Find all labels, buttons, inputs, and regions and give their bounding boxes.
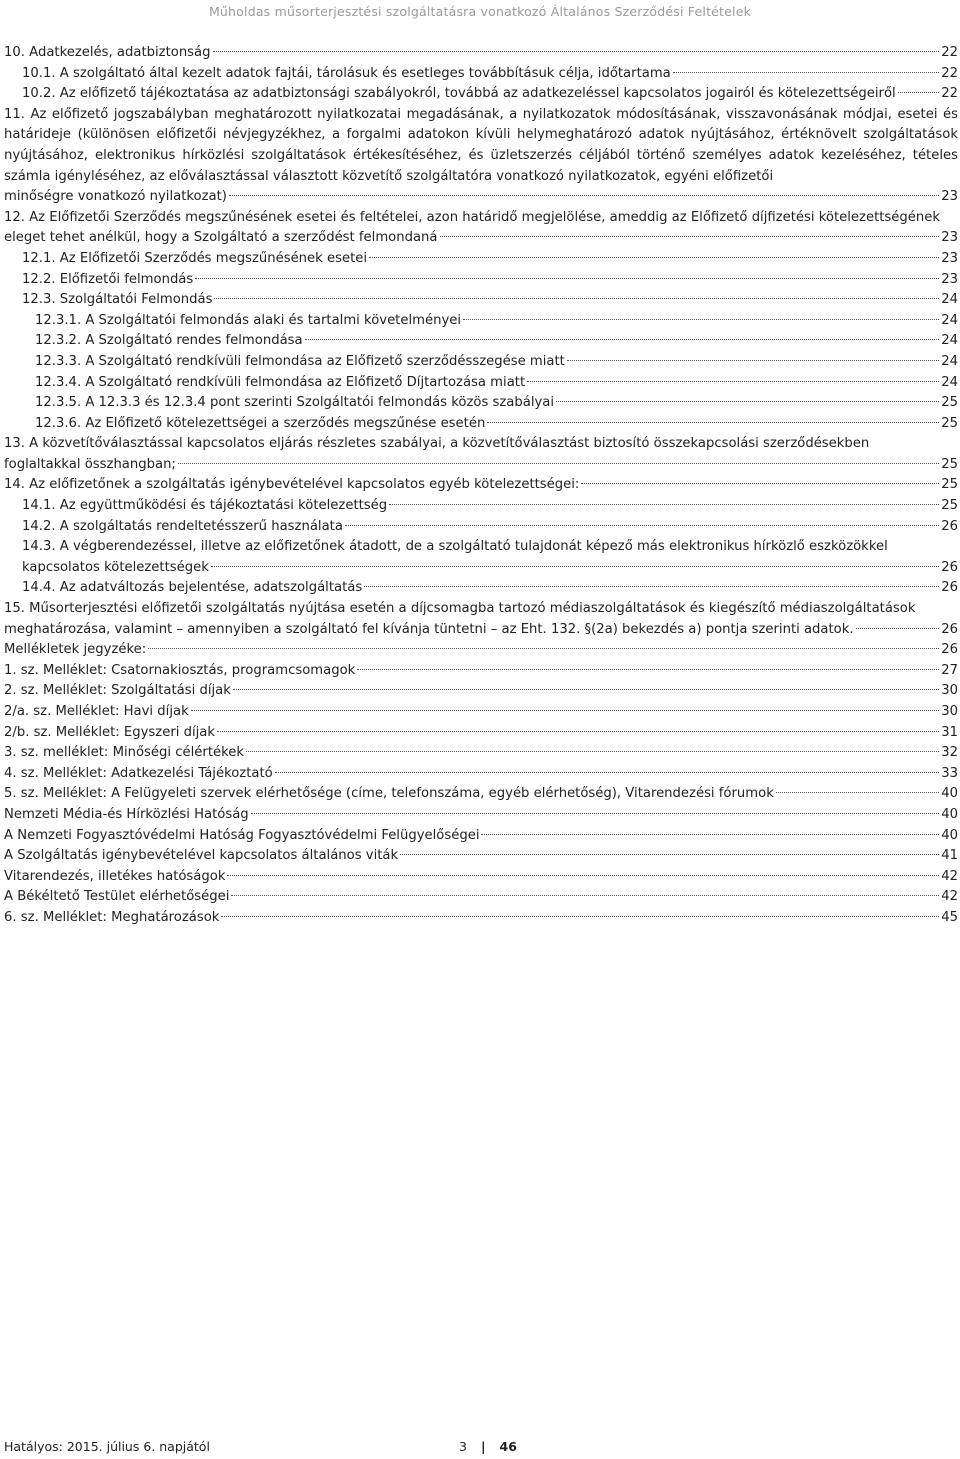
dot-leader bbox=[148, 648, 939, 649]
toc-entry-text: A Szolgáltatás igénybevételével kapcsolatos általános viták bbox=[4, 848, 399, 864]
dot-leader bbox=[217, 731, 939, 732]
toc-entry[interactable] bbox=[4, 743, 958, 764]
toc-page-number: 45 bbox=[941, 909, 958, 925]
toc-entry-text: 12.3. Szolgáltatói Felmondás bbox=[22, 292, 213, 308]
dot-leader bbox=[221, 916, 939, 917]
toc-entry[interactable] bbox=[4, 414, 958, 435]
toc-page-number: 26 bbox=[941, 559, 958, 575]
dot-leader bbox=[389, 504, 939, 505]
toc-page-number: 26 bbox=[941, 518, 958, 534]
dot-leader bbox=[231, 895, 939, 896]
toc-entry-tail bbox=[4, 228, 958, 249]
toc-entry-text: 10.1. A szolgáltató által kezelt adatok fajtái, tárolásuk és esetleges továbbításuk célja, időtartama bbox=[22, 65, 671, 81]
toc-entry-text-end: minőségre vonatkozó nyilatkozat) bbox=[4, 189, 227, 205]
dot-leader bbox=[275, 772, 940, 773]
toc-entry-text: 12. Az Előfizetői Szerződés megszűnésének esetei és feltételei, azon határidő megjelölése, ameddig az Előfizető díjfizetési kötelezettségének bbox=[4, 209, 940, 225]
toc-page-number: 23 bbox=[941, 250, 958, 266]
toc-entry-text: 10.2. Az előfizető tájékoztatása az adatbiztonsági szabályokról, továbbá az adatkezeléssel kapcsolatos jogairól és kötelezettségeiről bbox=[22, 86, 896, 102]
dot-leader bbox=[776, 792, 939, 793]
page-header: Műholdas műsorterjesztési szolgáltatásra vonatkozó Általános Szerződési Feltételek bbox=[208, 4, 752, 19]
toc-entry-text: 14.2. A szolgáltatás rendeltetésszerű használata bbox=[22, 518, 343, 534]
toc-entry[interactable] bbox=[4, 331, 958, 352]
toc-entry-text: 4. sz. Melléklet: Adatkezelési Tájékoztató bbox=[4, 765, 273, 781]
dot-leader bbox=[581, 483, 939, 484]
toc-entry-text: A Békéltető Testület elérhetőségei bbox=[4, 889, 230, 905]
toc-entry[interactable] bbox=[4, 352, 958, 373]
toc-entry[interactable] bbox=[4, 64, 958, 85]
dot-leader bbox=[364, 586, 939, 587]
toc-page-number: 42 bbox=[941, 889, 958, 905]
dot-leader bbox=[214, 298, 939, 299]
toc-entry-text: 15. Műsorterjesztési előfizetői szolgáltatás nyújtása esetén a díjcsomagba tartozó médiaszolgáltatások és kiegészítő médiaszolgáltatások bbox=[4, 601, 916, 617]
dot-leader bbox=[556, 401, 939, 402]
toc-entry[interactable] bbox=[4, 475, 958, 496]
toc-entry[interactable] bbox=[4, 599, 958, 640]
toc-page-number: 24 bbox=[941, 312, 958, 328]
table-of-contents bbox=[4, 43, 958, 929]
toc-page-number: 25 bbox=[941, 498, 958, 514]
dot-leader bbox=[305, 339, 940, 340]
toc-page-number: 40 bbox=[941, 806, 958, 822]
toc-entry[interactable] bbox=[4, 249, 958, 270]
toc-entry[interactable] bbox=[4, 496, 958, 517]
effective-date: Hatályos: 2015. július 6. napjától bbox=[4, 1439, 210, 1454]
toc-entry-text: 14. Az előfizetőnek a szolgáltatás igénybevételével kapcsolatos egyéb kötelezettségei: bbox=[4, 477, 580, 493]
toc-page-number: 24 bbox=[941, 374, 958, 390]
dot-leader bbox=[440, 236, 940, 237]
toc-page-number: 22 bbox=[941, 65, 958, 81]
toc-entry[interactable] bbox=[4, 84, 958, 105]
toc-entry[interactable] bbox=[4, 723, 958, 744]
toc-entry-text: 2/b. sz. Melléklet: Egyszeri díjak bbox=[4, 724, 216, 740]
dot-leader bbox=[195, 278, 939, 279]
toc-entry[interactable] bbox=[4, 43, 958, 64]
toc-entry[interactable] bbox=[4, 908, 958, 929]
toc-entry-text: 14.3. A végberendezéssel, illetve az előfizetőnek átadott, de a szolgáltató tulajdonát képező más elektronikus hírközlő eszközökkel bbox=[22, 539, 888, 555]
toc-entry-text-end: foglaltakkal összhangban; bbox=[4, 456, 176, 472]
toc-page-number: 25 bbox=[941, 415, 958, 431]
toc-entry-text-end: meghatározása, valamint – amennyiben a szolgáltató fel kívánja tüntetni – az Eht. 132. §(2a) bekezdés a) pontja szerinti adatok. bbox=[4, 621, 854, 637]
dot-leader bbox=[191, 710, 940, 711]
dot-leader bbox=[178, 463, 939, 464]
dot-leader bbox=[357, 669, 939, 670]
toc-entry[interactable] bbox=[4, 537, 958, 578]
toc-page-number: 23 bbox=[941, 271, 958, 287]
toc-entry-text: Mellékletek jegyzéke: bbox=[4, 642, 147, 658]
toc-entry[interactable] bbox=[4, 290, 958, 311]
toc-entry[interactable] bbox=[4, 846, 958, 867]
toc-page-number: 42 bbox=[941, 868, 958, 884]
toc-page-number: 26 bbox=[941, 580, 958, 596]
toc-entry-text: 10. Adatkezelés, adatbiztonság bbox=[4, 45, 211, 60]
toc-entry-text: Vitarendezés, illetékes hatóságok bbox=[4, 868, 226, 884]
toc-entry-text: 12.3.4. A Szolgáltató rendkívüli felmondása az Előfizető Díjtartozása miatt bbox=[35, 374, 526, 390]
toc-entry[interactable] bbox=[4, 764, 958, 785]
toc-entry[interactable] bbox=[4, 867, 958, 888]
dot-leader bbox=[227, 875, 939, 876]
toc-page-number: 25 bbox=[941, 456, 958, 472]
toc-entry[interactable] bbox=[4, 805, 958, 826]
toc-page-number: 30 bbox=[941, 704, 958, 719]
toc-page-number: 33 bbox=[941, 765, 958, 781]
toc-page-number: 32 bbox=[941, 745, 958, 761]
dot-leader bbox=[400, 854, 939, 855]
dot-leader bbox=[345, 525, 939, 526]
toc-page-number: 26 bbox=[941, 621, 958, 637]
toc-entry[interactable] bbox=[4, 661, 958, 682]
total-pages: 46 bbox=[499, 1439, 517, 1454]
toc-entry[interactable] bbox=[4, 393, 958, 414]
toc-page-number: 22 bbox=[941, 86, 958, 102]
toc-entry-text: A Nemzeti Fogyasztóvédelmi Hatóság Fogyasztóvédelmi Felügyelőségei bbox=[4, 827, 480, 843]
toc-page-number: 25 bbox=[941, 395, 958, 411]
toc-entry[interactable] bbox=[4, 784, 958, 805]
toc-entry[interactable] bbox=[4, 681, 958, 702]
toc-page-number: 40 bbox=[941, 786, 958, 802]
toc-page-number: 24 bbox=[941, 292, 958, 308]
toc-entry-text: 12.3.5. A 12.3.3 és 12.3.4 pont szerinti Szolgáltatói felmondás közös szabályai bbox=[35, 395, 555, 411]
toc-page-number: 26 bbox=[941, 642, 958, 658]
dot-leader bbox=[567, 360, 939, 361]
toc-page-number: 41 bbox=[941, 848, 958, 864]
toc-entry-text: 11. Az előfizető jogszabályban meghatározott nyilatkozatai megadásának, a nyilatkozatok módosításának, visszavonásának módjai, esetei és határideje (különösen előfizetői névjegyzékhez, a forgalmi adatokon kívüli helymeghatározó adatok nyújtásához, értéknövelt szolgáltatások nyújtásához, elektronikus hírközlési szolgáltatások értékesítéséhez, és üzletszerzés céljából történő személyes adatok kezeléséhez, tételes számla igényléséhez, az előválasztással választott közvetítő szolgáltatóra vonatkozó nyilatkozatok, egyéni előfizetői bbox=[4, 106, 958, 184]
dot-leader bbox=[487, 422, 939, 423]
toc-entry-tail bbox=[4, 620, 958, 641]
toc-page-number: 31 bbox=[941, 724, 958, 740]
toc-page-number: 24 bbox=[941, 353, 958, 369]
dot-leader bbox=[229, 195, 939, 196]
dot-leader bbox=[463, 319, 939, 320]
toc-entry-text: 5. sz. Melléklet: A Felügyeleti szervek elérhetősége (címe, telefonszáma, egyéb elérhetőség), Vitarendezési fórumok bbox=[4, 786, 774, 802]
toc-entry-text: 2. sz. Melléklet: Szolgáltatási díjak bbox=[4, 683, 231, 699]
toc-entry[interactable] bbox=[4, 373, 958, 394]
toc-entry-text-end: kapcsolatos kötelezettségek bbox=[22, 559, 209, 575]
dot-leader bbox=[246, 751, 939, 752]
dot-leader bbox=[481, 834, 939, 835]
toc-entry[interactable] bbox=[4, 105, 958, 208]
toc-entry-text: 6. sz. Melléklet: Meghatározások bbox=[4, 909, 220, 925]
dot-leader bbox=[527, 381, 939, 382]
toc-entry[interactable] bbox=[4, 434, 958, 475]
toc-entry-text: 2/a. sz. Melléklet: Havi díjak bbox=[4, 704, 189, 719]
toc-entry-tail bbox=[4, 455, 958, 476]
dot-leader bbox=[673, 72, 939, 73]
toc-entry-text: 12.3.6. Az Előfizető kötelezettségei a szerződés megszűnése esetén bbox=[35, 415, 486, 431]
toc-entry[interactable] bbox=[4, 826, 958, 847]
toc-entry-text: 13. A közvetítőválasztással kapcsolatos eljárás részletes szabályai, a közvetítőválasztást biztosító összekapcsolási szerződésekben bbox=[4, 436, 870, 452]
toc-entry[interactable] bbox=[4, 640, 958, 661]
toc-entry-text: 12.3.1. A Szolgáltatói felmondás alaki és tartalmi követelményei bbox=[35, 312, 462, 328]
toc-page-number: 23 bbox=[941, 230, 958, 246]
toc-entry-text: 1. sz. Melléklet: Csatornakiosztás, programcsomagok bbox=[4, 662, 356, 678]
toc-entry[interactable] bbox=[4, 517, 958, 538]
toc-page-number: 23 bbox=[941, 189, 958, 205]
toc-entry[interactable] bbox=[4, 311, 958, 332]
toc-entry-text: 12.2. Előfizetői felmondás bbox=[22, 271, 194, 287]
dot-leader bbox=[898, 92, 940, 93]
toc-page-number: 25 bbox=[941, 477, 958, 493]
page-number: 3 bbox=[459, 1439, 467, 1454]
page-number-block bbox=[459, 1439, 517, 1454]
toc-page-number: 40 bbox=[941, 827, 958, 843]
toc-entry[interactable] bbox=[4, 887, 958, 908]
toc-entry-text: 12.3.2. A Szolgáltató rendes felmondása bbox=[35, 333, 303, 349]
toc-entry-tail bbox=[22, 558, 958, 579]
toc-entry[interactable] bbox=[4, 208, 958, 249]
toc-entry-text: 14.4. Az adatváltozás bejelentése, adatszolgáltatás bbox=[22, 580, 363, 596]
dot-leader bbox=[213, 51, 940, 52]
toc-page-number: 24 bbox=[941, 333, 958, 349]
dot-leader bbox=[251, 813, 940, 814]
toc-entry-text: 12.3.3. A Szolgáltató rendkívüli felmondása az Előfizető szerződésszegése miatt bbox=[35, 353, 565, 369]
dot-leader bbox=[856, 628, 940, 629]
toc-entry-text-end: eleget tehet anélkül, hogy a Szolgáltató a szerződést felmondaná bbox=[4, 230, 438, 246]
page-separator: | bbox=[480, 1439, 486, 1454]
toc-entry-text: 14.1. Az együttműködési és tájékoztatási kötelezettség bbox=[22, 498, 388, 514]
dot-leader bbox=[369, 257, 939, 258]
toc-entry[interactable] bbox=[4, 702, 958, 723]
toc-entry[interactable] bbox=[4, 270, 958, 291]
toc-entry-tail bbox=[4, 187, 958, 208]
toc-entry-text: Nemzeti Média-és Hírközlési Hatóság bbox=[4, 806, 249, 822]
toc-page-number: 30 bbox=[941, 683, 958, 699]
toc-page-number: 27 bbox=[941, 662, 958, 678]
toc-entry-text: 3. sz. melléklet: Minőségi célértékek bbox=[4, 745, 245, 761]
dot-leader bbox=[211, 566, 939, 567]
dot-leader bbox=[233, 689, 939, 690]
toc-entry-text: 12.1. Az Előfizetői Szerződés megszűnésének esetei bbox=[22, 250, 368, 266]
toc-page-number: 22 bbox=[941, 45, 958, 60]
toc-entry[interactable] bbox=[4, 578, 958, 599]
